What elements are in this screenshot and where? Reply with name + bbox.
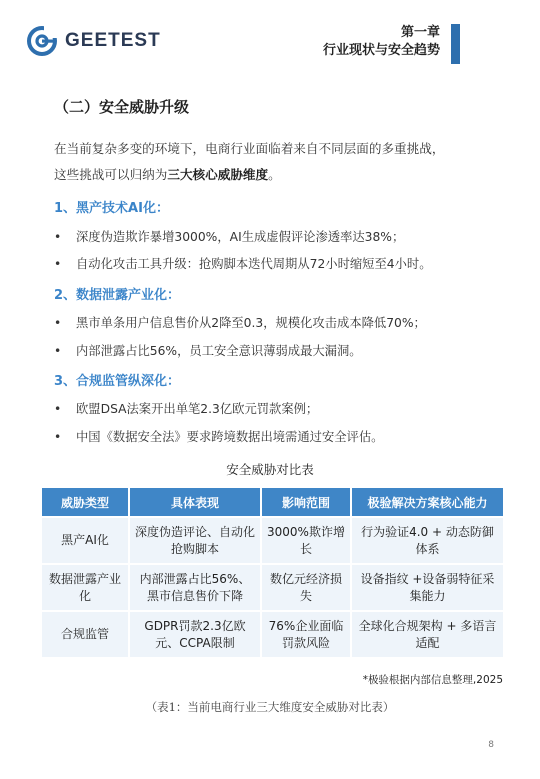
intro-emphasis: 三大核心威胁维度	[167, 167, 269, 182]
bullet-text: 中国《数据安全法》要求跨境数据出境需通过安全评估。	[76, 430, 384, 444]
threat-heading-2: 2、数据泄露产业化：	[54, 288, 181, 303]
intro-paragraph	[54, 136, 504, 188]
table-row	[41, 564, 504, 611]
threat-comparison-table	[40, 486, 505, 659]
table-cell-type: 黑产AI化	[41, 517, 129, 564]
bullet-text: 欧盟DSA法案开出单笔2.3亿欧元罚款案例；	[76, 402, 319, 416]
source-note: *极验根据内部信息整理,2025	[362, 674, 503, 686]
threat-2-bullet-2	[54, 341, 362, 359]
table-row	[41, 611, 504, 658]
table-cell-solution: 设备指纹 +设备弱特征采集能力	[351, 564, 504, 611]
table-header-cell: 极验解决方案核心能力	[351, 487, 504, 517]
table-header-cell: 影响范围	[261, 487, 351, 517]
threat-heading-1: 1、黑产技术AI化：	[54, 201, 169, 216]
table-cell-solution: 行为验证4.0 + 动态防御体系	[351, 517, 504, 564]
page-number: 8	[488, 740, 494, 750]
chapter-label	[323, 24, 440, 60]
intro-end: 。	[268, 167, 281, 182]
bullet-marker: •	[54, 402, 62, 416]
threat-3-bullet-1	[54, 399, 318, 417]
bullet-text: 深度伪造欺诈暴增3000%，AI生成虚假评论渗透率达38%；	[76, 230, 405, 244]
geetest-logo-icon	[26, 25, 58, 57]
bullet-marker: •	[54, 344, 62, 358]
chapter-title: 行业现状与安全趋势	[322, 43, 440, 58]
table-header-cell: 具体表现	[129, 487, 261, 517]
table-cell-detail: 深度伪造评论、自动化抢购脚本	[129, 517, 261, 564]
table-cell-type: 数据泄露产业化	[41, 564, 129, 611]
intro-line-2	[54, 162, 504, 188]
intro-text: 这些挑战可以归纳为	[54, 167, 168, 182]
section-title: （二）安全威胁升级	[54, 98, 190, 116]
table-cell-detail: 内部泄露占比56%、黑市信息售价下降	[129, 564, 261, 611]
bullet-text: 自动化攻击工具升级：抢购脚本迭代周期从72小时缩短至4小时。	[76, 257, 432, 271]
chapter-number: 第一章	[400, 25, 440, 40]
threat-2-bullet-1	[54, 313, 426, 331]
threat-1-bullet-2	[54, 254, 432, 272]
table-cell-impact: 76%企业面临罚款风险	[261, 611, 351, 658]
table-cell-solution: 全球化合规架构 + 多语言适配	[351, 611, 504, 658]
bullet-marker: •	[54, 316, 62, 330]
table-cell-detail: GDPR罚款2.3亿欧元、CCPA限制	[129, 611, 261, 658]
logo-text: GEETEST	[65, 30, 161, 51]
table-header-cell: 威胁类型	[41, 487, 129, 517]
chapter-accent-bar	[451, 24, 460, 64]
threat-3-bullet-2	[54, 427, 383, 445]
bullet-marker: •	[54, 257, 62, 271]
bullet-marker: •	[54, 230, 62, 244]
threat-heading-3: 3、合规监管纵深化：	[54, 374, 181, 389]
page-header	[0, 0, 540, 90]
table-cell-impact: 数亿元经济损失	[261, 564, 351, 611]
threat-1-bullet-1	[54, 227, 404, 245]
bullet-marker: •	[54, 430, 62, 444]
geetest-logo	[26, 25, 161, 57]
bullet-text: 内部泄露占比56%，员工安全意识薄弱成最大漏洞。	[76, 344, 362, 358]
bullet-text: 黑市单条用户信息售价从2降至0.3，规模化攻击成本降低70%；	[76, 316, 426, 330]
table-caption: 安全威胁对比表	[226, 462, 314, 477]
table-cell-type: 合规监管	[41, 611, 129, 658]
table-cell-impact: 3000%欺诈增长	[261, 517, 351, 564]
intro-line-1: 在当前复杂多变的环境下，电商行业面临着来自不同层面的多重挑战，	[54, 141, 445, 156]
table-row	[41, 517, 504, 564]
table-footnote: （表1：当前电商行业三大维度安全威胁对比表）	[145, 700, 395, 714]
table-header-row	[41, 487, 504, 517]
